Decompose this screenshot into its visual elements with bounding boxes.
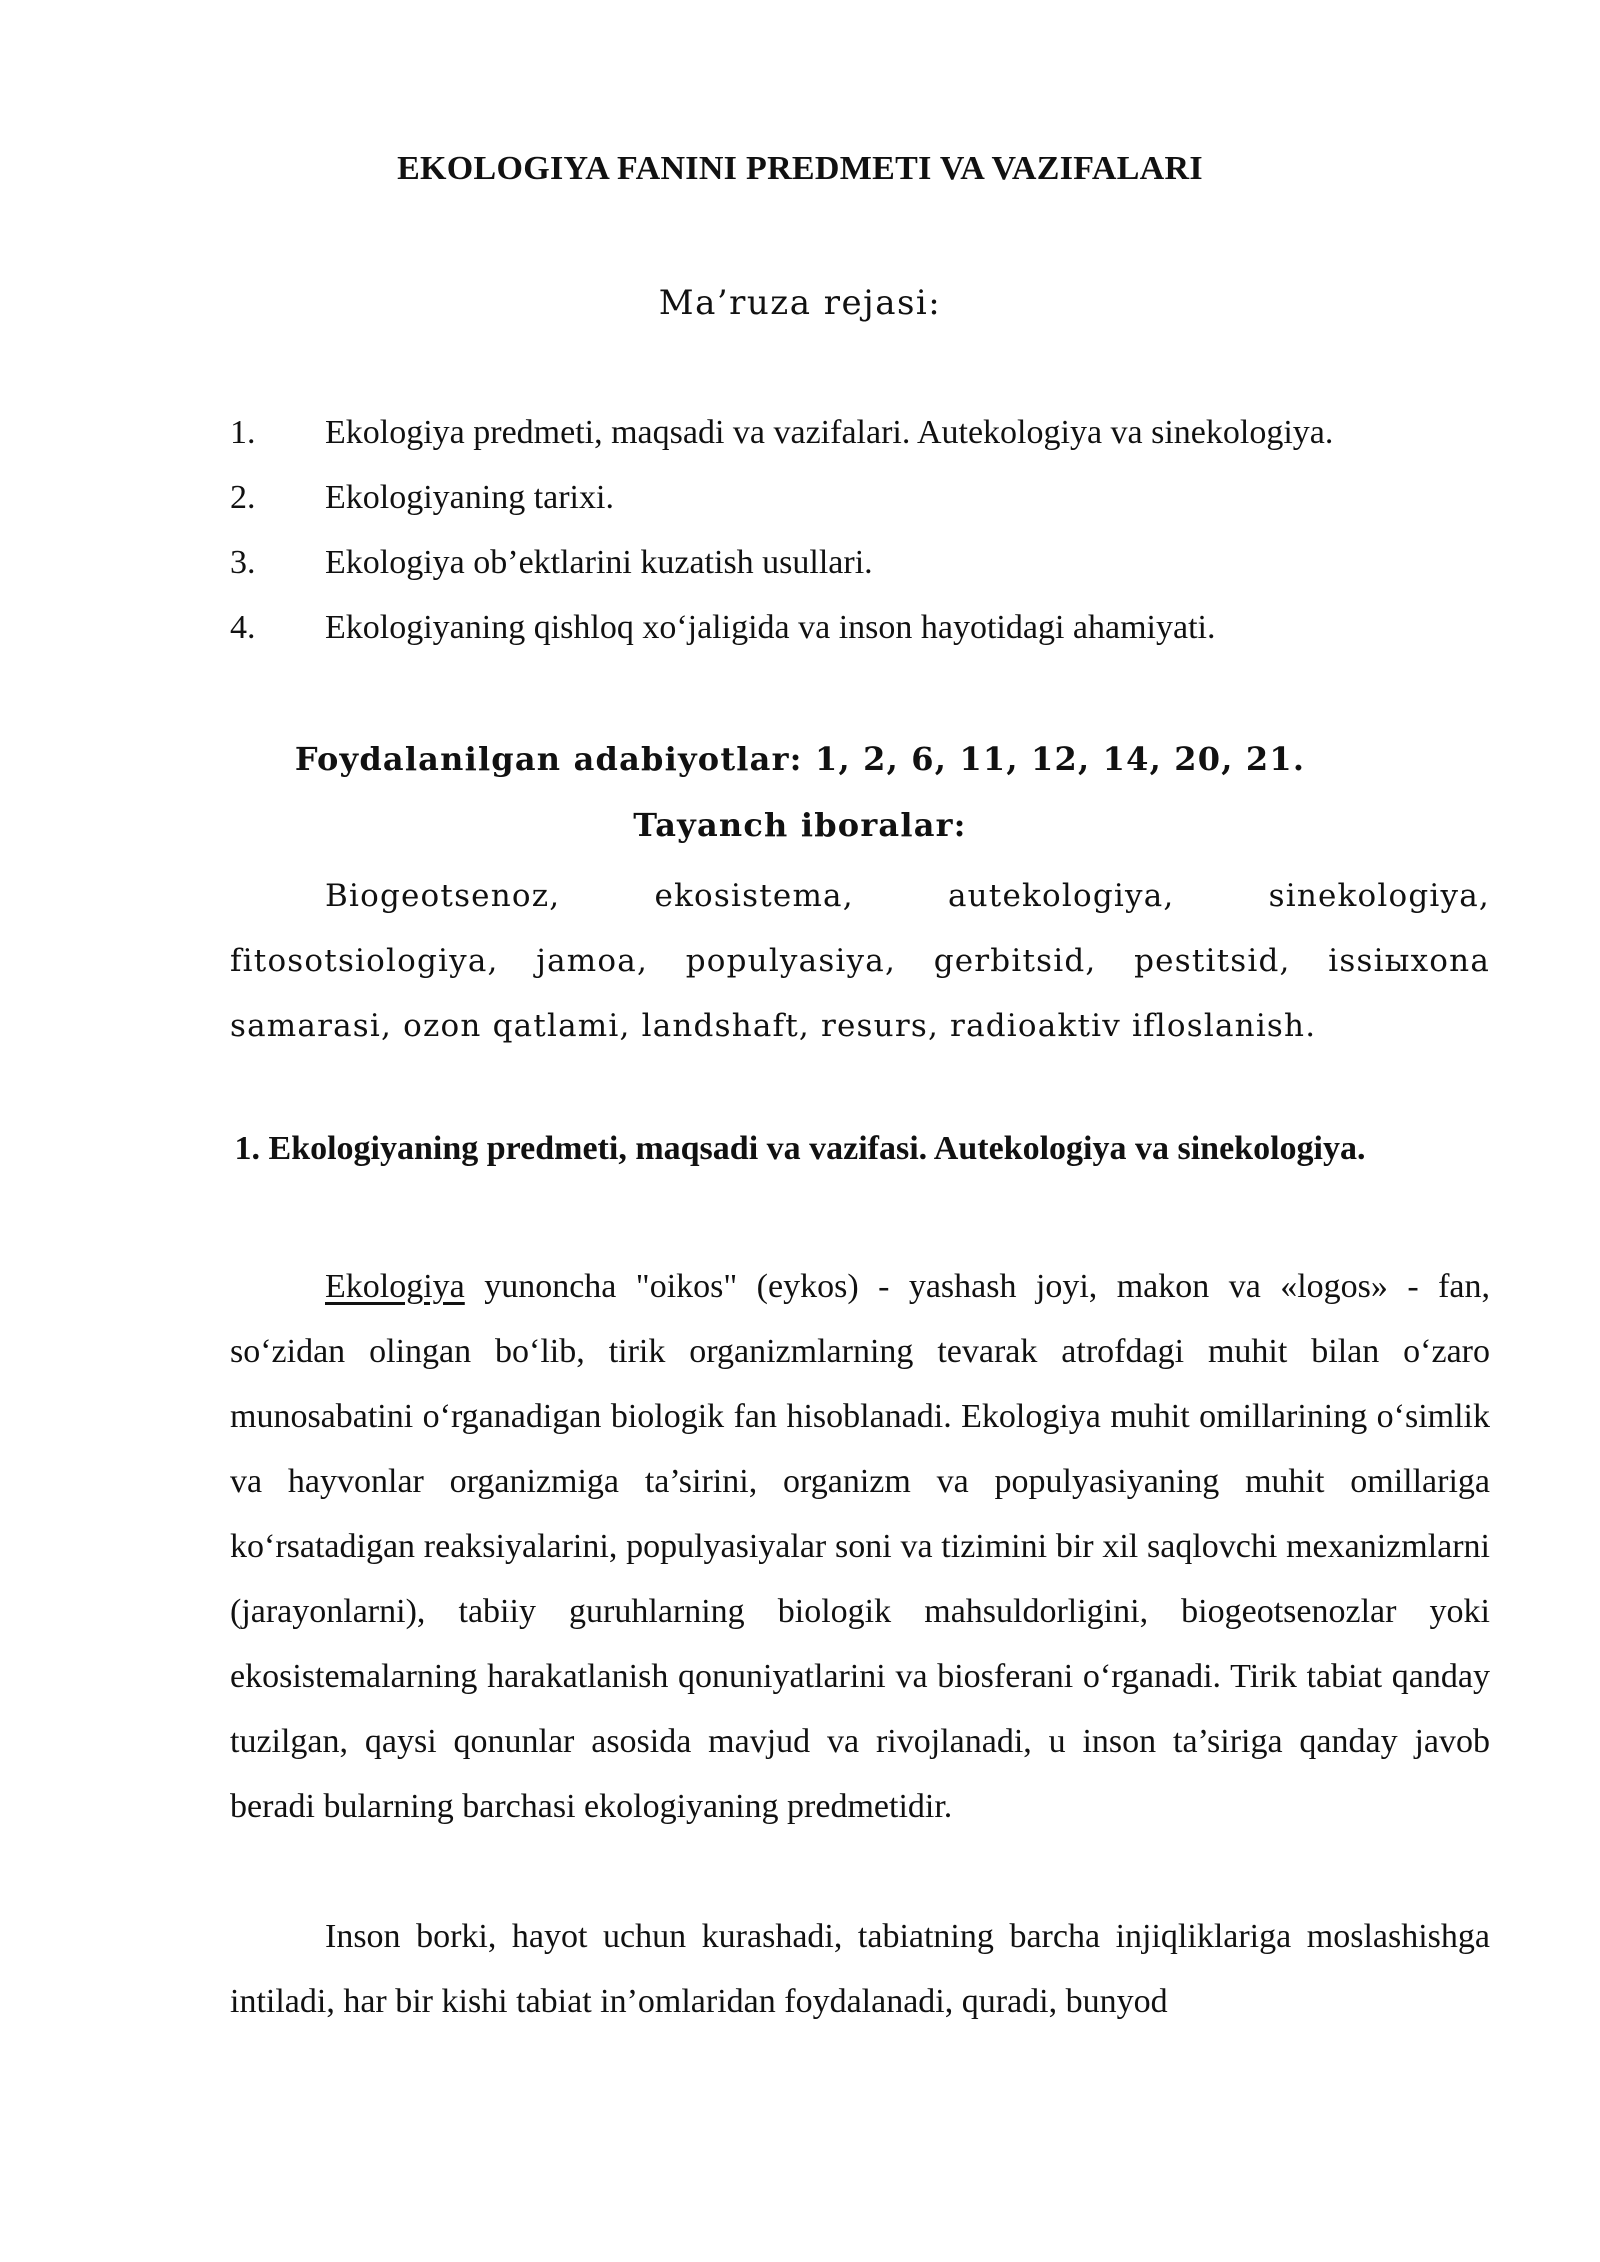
keywords-text: Biogeotsenoz, ekosistema, autekologiya, sinekologiya, fitosotsiologiya, jamoa, populyasiya, gerbitsid, pestitsid, issiыxona samarasi, ozon qatlami, landshaft, resurs, radioaktiv ifloslanish. (230, 878, 1490, 1044)
plan-item-text: Ekologiya predmeti, maqsadi va vazifalari. Autekologiya va sinekologiya. (325, 414, 1334, 451)
plan-item (230, 412, 1333, 477)
plan-item (230, 477, 1333, 542)
plan-heading: Ma’ruza rejasi: (658, 283, 942, 323)
lecture-plan-list (230, 412, 1333, 672)
plan-item-number: 3. (230, 544, 256, 581)
paragraph-2: Inson borki, hayot uchun kurashadi, tabiatning barcha injiqliklariga moslashishga intiladi, har bir kishi tabiat in’omlaridan foydalanadi, quradi, bunyod (230, 1918, 1490, 2020)
section-heading: 1. Ekologiyaning predmeti, maqsadi va vazifasi. Autekologiya va sinekologiya. (234, 1130, 1366, 1167)
plan-item-text: Ekologiyaning qishloq xo‘jaligida va inson hayotidagi ahamiyati. (325, 609, 1216, 646)
term-ekologiya: Ekologiya (325, 1268, 465, 1305)
plan-item-number: 4. (230, 609, 256, 646)
plan-item-text: Ekologiyaning tarixi. (325, 479, 614, 516)
plan-item (230, 607, 1333, 672)
references-line: Foydalanilgan adabiyotlar: 1, 2, 6, 11, 12, 14, 20, 21. (294, 740, 1306, 778)
plan-item-number: 1. (230, 414, 256, 451)
plan-item-number: 2. (230, 479, 256, 516)
document-title: EKOLOGIYA FANINI PREDMETI VA VAZIFALARI (397, 150, 1203, 187)
paragraph-1 (230, 1254, 1490, 1839)
keywords-heading: Tayanch iboralar: (633, 806, 967, 844)
plan-item (230, 542, 1333, 607)
plan-item-text: Ekologiya ob’ektlarini kuzatish usullari. (325, 544, 873, 581)
paragraph-1-text: yunoncha "oikos" (eykos) - yashash joyi, makon va «logos» - fan, so‘zidan olingan bo‘lib, tirik organizmlarning tevarak atrofdagi muhit bilan o‘zaro munosabatini o‘rganadigan biologik fan hisoblanadi. Ekologiya muhit omillarining o‘simlik va hayvonlar organizmiga ta’sirini, organizm va populyasiyaning muhit omillariga ko‘rsatadigan reaksiyalarini, populyasiyalar soni va tizimini bir xil saqlovchi mexanizmlarni (jarayonlarni), tabiiy guruhlarning biologik mahsuldorligini, biogeotsenozlar yoki ekosistemalarning harakatlanish qonuniyatlarini va biosferani o‘rganadi. Tirik tabiat qanday tuzilgan, qaysi qonunlar asosida mavjud va rivojlanadi, u inson ta’siriga qanday javob beradi bularning barchasi ekologiyaning predmetidir. (230, 1268, 1490, 1825)
